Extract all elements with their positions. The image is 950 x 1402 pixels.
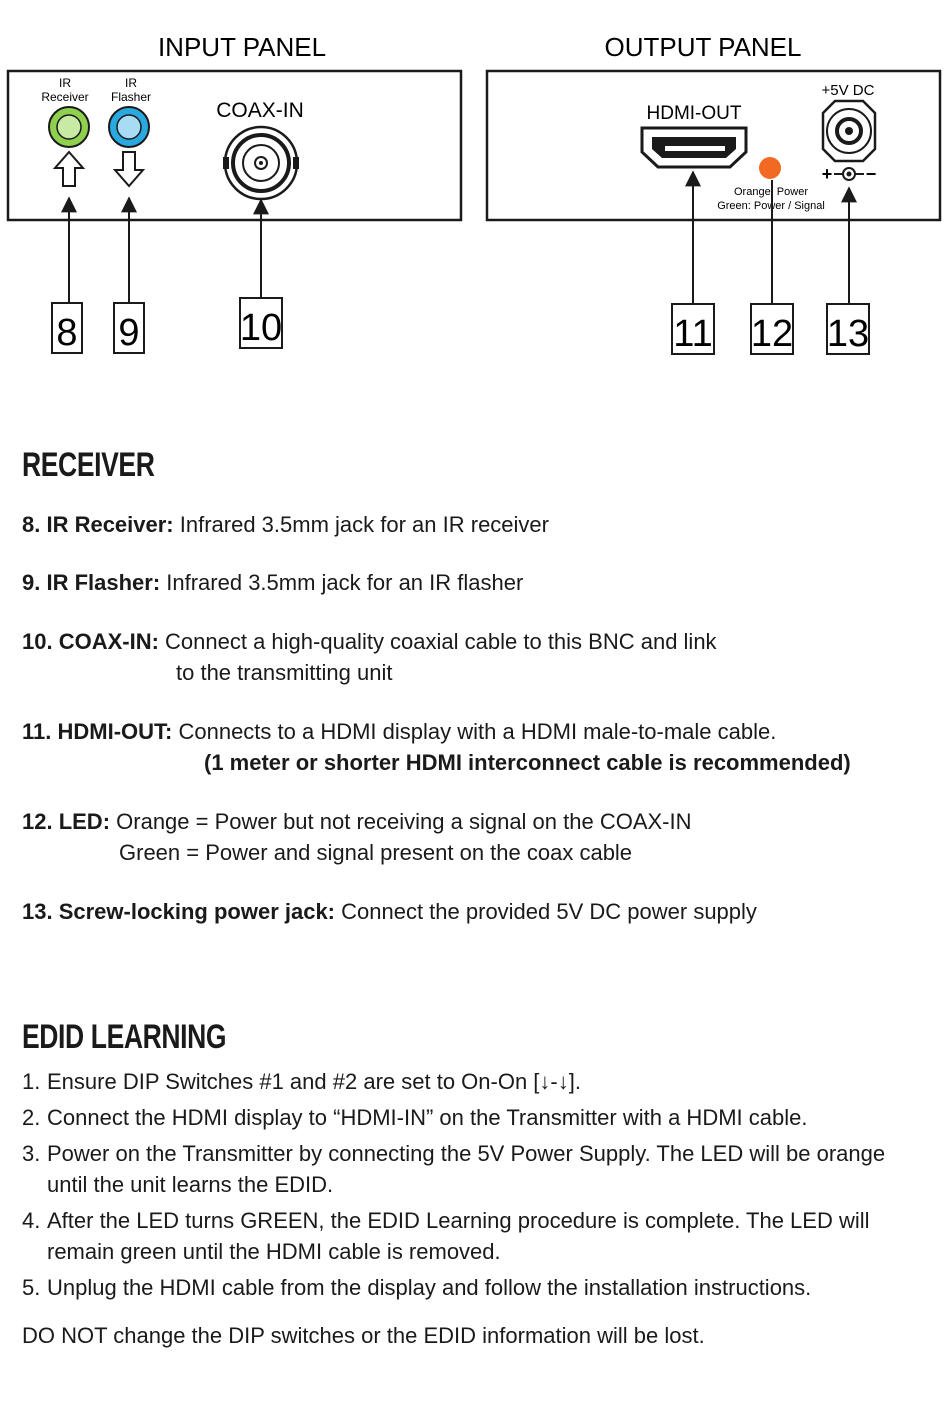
edid-step-1: 1. Ensure DIP Switches #1 and #2 are set to On-On [↓-↓]. <box>22 1069 581 1094</box>
callout-12 <box>751 304 793 355</box>
receiver-item-12: 12. LED: Orange = Power but not receiving a signal on the COAX-IN Green = Power and signal present on the coax cable <box>22 809 692 865</box>
receiver-item-8: 8. IR Receiver: Infrared 3.5mm jack for an IR receiver <box>22 512 549 537</box>
led-note-orange: Orange: Power <box>734 186 808 198</box>
edid-step-2: 2. Connect the HDMI display to “HDMI-IN” on the Transmitter with a HDMI cable. <box>22 1105 808 1130</box>
ir-receiver-label-line2: Receiver <box>41 90 89 104</box>
ir-flasher-label-line2: Flasher <box>110 90 152 104</box>
panel-diagram <box>0 0 950 370</box>
receiver-item-13: 13. Screw-locking power jack: Connect the provided 5V DC power supply <box>22 899 757 924</box>
callout-13 <box>827 304 869 355</box>
receiver-item-9: 9. IR Flasher: Infrared 3.5mm jack for an IR flasher <box>22 570 524 595</box>
svg-text:9: 9 <box>118 312 140 354</box>
dc-label: +5V DC <box>821 82 875 99</box>
receiver-item-11: 11. HDMI-OUT: Connects to a HDMI display with a HDMI male-to-male cable. (1 meter or shorter HDMI interconnect cable is recommended) <box>22 719 851 775</box>
svg-text:10: 10 <box>239 307 283 349</box>
svg-text:11: 11 <box>673 313 713 355</box>
ir-receiver-label-line1: IR <box>59 76 71 90</box>
bnc-connector <box>223 127 299 199</box>
polarity-plus: + <box>821 164 833 184</box>
callout-9 <box>114 303 144 354</box>
callout-11 <box>672 304 714 355</box>
led-note-green: Green: Power / Signal <box>717 200 825 212</box>
edid-steps <box>22 1066 922 1308</box>
ir-receiver-jack <box>49 107 89 147</box>
receiver-item-10: 10. COAX-IN: Connect a high-quality coaxial cable to this BNC and link to the transmitting unit <box>22 629 717 685</box>
svg-text:13: 13 <box>826 313 870 355</box>
callout-8 <box>52 303 82 354</box>
ir-flasher-jack <box>109 107 149 147</box>
polarity-minus: − <box>865 164 877 184</box>
edid-step-3: 3. Power on the Transmitter by connecting the 5V Power Supply. The LED will be orange until the unit learns the EDID. <box>22 1141 886 1197</box>
edid-warning-note: DO NOT change the DIP switches or the EDID information will be lost. <box>22 1323 705 1348</box>
edid-heading: EDID LEARNING <box>22 1018 227 1056</box>
edid-step-4: 4. After the LED turns GREEN, the EDID Learning procedure is complete. The LED will remain green until the HDMI cable is removed. <box>22 1208 870 1264</box>
input-panel-title: INPUT PANEL <box>157 32 327 62</box>
svg-text:8: 8 <box>56 312 78 354</box>
callout-10 <box>240 298 282 349</box>
ir-flasher-label-line1: IR <box>125 76 137 90</box>
hdmi-out-label: HDMI-OUT <box>646 103 742 124</box>
edid-step-5: 5. Unplug the HDMI cable from the display and follow the installation instructions. <box>22 1275 812 1300</box>
svg-text:12: 12 <box>750 313 794 355</box>
coax-in-label: COAX-IN <box>216 99 304 122</box>
receiver-heading: RECEIVER <box>22 446 155 484</box>
hdmi-port <box>642 128 746 167</box>
output-panel-title: OUTPUT PANEL <box>604 32 802 62</box>
led-indicator <box>759 157 781 179</box>
dc-power-jack <box>823 101 875 161</box>
